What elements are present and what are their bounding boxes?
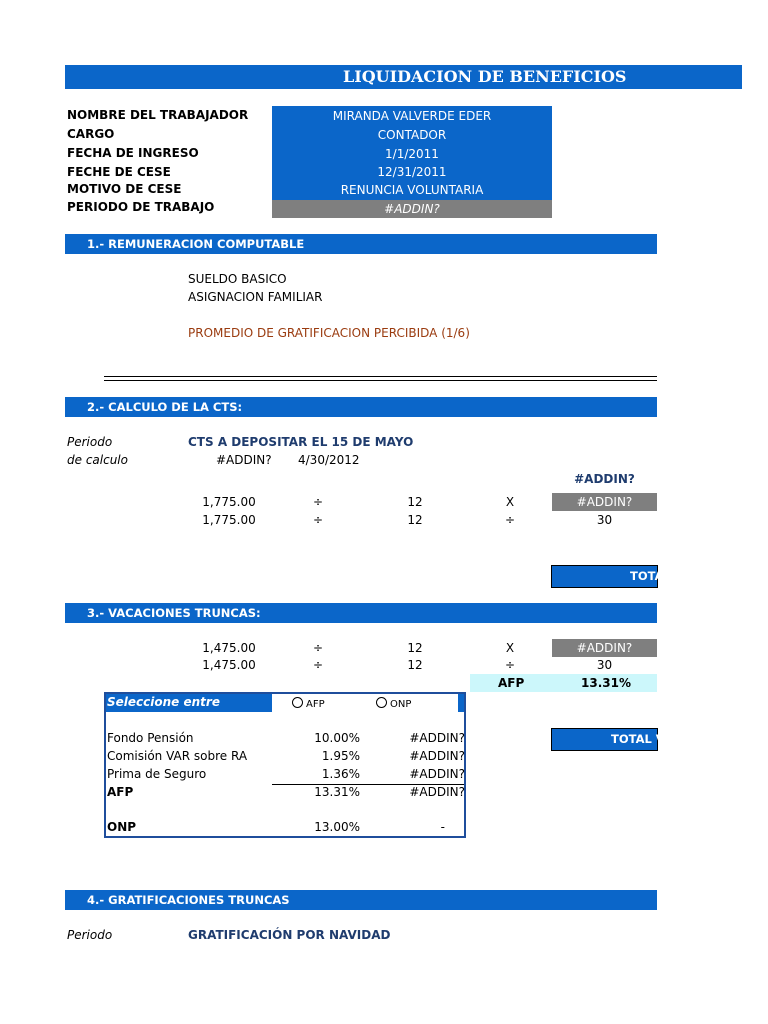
sueldo-basico-label: SUELDO BASICO	[188, 272, 287, 286]
cts-row1-div: 12	[407, 495, 423, 509]
cts-row2-op2: ÷	[504, 513, 516, 527]
pension-val-comision: #ADDIN?	[409, 749, 465, 763]
cts-row2-result: 30	[596, 513, 613, 527]
radio-onp-icon[interactable]	[376, 697, 387, 708]
pension-panel	[104, 692, 466, 838]
cts-row2-div: 12	[407, 513, 423, 527]
vac-row2-result: 30	[596, 658, 613, 672]
asignacion-familiar-label: ASIGNACION FAMILIAR	[188, 290, 323, 304]
label-fecha-cese: FECHE DE CESE	[67, 165, 171, 179]
cts-row1-op2: X	[505, 495, 515, 509]
vac-row1-op1: ÷	[312, 641, 324, 655]
promedio-gratificacion-label: PROMEDIO DE GRATIFICACION PERCIBIDA (1/6)	[188, 326, 470, 340]
label-motivo-cese: MOTIVO DE CESE	[67, 182, 182, 196]
cts-subtitle: CTS A DEPOSITAR EL 15 DE MAYO	[188, 435, 414, 449]
afp-highlight-value: 13.31%	[581, 676, 631, 690]
pension-val-prima: #ADDIN?	[409, 767, 465, 781]
section2-header: 2.- CALCULO DE LA CTS:	[65, 397, 657, 417]
cts-top-right-value: #ADDIN?	[574, 472, 635, 486]
cts-row2-amount: 1,775.00	[202, 513, 256, 527]
vac-row1-amount: 1,475.00	[202, 641, 256, 655]
cts-start-date: #ADDIN?	[216, 453, 272, 467]
vac-row2-amount: 1,475.00	[202, 658, 256, 672]
cts-row1-amount: 1,775.00	[202, 495, 256, 509]
grat-subtitle: GRATIFICACIÓN POR NAVIDAD	[188, 928, 391, 942]
value-nombre[interactable]: MIRANDA VALVERDE EDER	[332, 109, 492, 123]
value-fecha-ingreso[interactable]: 1/1/2011	[385, 147, 439, 161]
afp-highlight-label: AFP	[498, 676, 525, 690]
label-periodo-trabajo: PERIODO DE TRABAJO	[67, 200, 215, 214]
pension-name-prima: Prima de Seguro	[107, 767, 207, 781]
radio-afp-box[interactable]	[272, 694, 346, 712]
value-cargo[interactable]: CONTADOR	[377, 128, 447, 142]
pension-pct-onp: 13.00%	[314, 820, 360, 834]
section3-header: 3.- VACACIONES TRUNCAS:	[65, 603, 657, 623]
selector-label: Seleccione entre	[107, 695, 220, 709]
pension-name-onp: ONP	[107, 820, 137, 834]
cts-periodo-label: Periodo	[67, 435, 113, 449]
cts-end-date: 4/30/2012	[298, 453, 360, 467]
vac-row1-result[interactable]: #ADDIN?	[552, 639, 657, 657]
vac-row1-div: 12	[407, 641, 423, 655]
double-rule	[104, 376, 657, 381]
pension-name-comision: Comisión VAR sobre RA	[107, 749, 248, 763]
pension-pct-afp: 13.31%	[314, 785, 360, 799]
radio-afp-label: AFP	[306, 699, 325, 710]
cts-row1-op1: ÷	[312, 495, 324, 509]
section4-header: 4.- GRATIFICACIONES TRUNCAS	[65, 890, 657, 910]
value-fecha-cese[interactable]: 12/31/2011	[377, 165, 447, 179]
pension-val-onp: -	[440, 820, 445, 834]
pension-pct-prima: 1.36%	[321, 767, 360, 781]
pension-name-fondo: Fondo Pensión	[107, 731, 194, 745]
pension-val-fondo: #ADDIN?	[409, 731, 465, 745]
radio-onp-box[interactable]	[346, 694, 458, 712]
label-cargo: CARGO	[67, 127, 115, 141]
cts-de-calculo-label: de calculo	[67, 453, 128, 467]
radio-onp-label: ONP	[390, 699, 412, 710]
section1-header: 1.- REMUNERACION COMPUTABLE	[65, 234, 657, 254]
pension-val-afp: #ADDIN?	[409, 785, 465, 799]
vac-total-label: TOTAL V	[611, 732, 665, 746]
grat-periodo-label: Periodo	[67, 928, 113, 942]
vac-row1-op2: X	[505, 641, 515, 655]
label-fecha-ingreso: FECHA DE INGRESO	[67, 146, 199, 160]
vac-row2-div: 12	[407, 658, 423, 672]
label-nombre: NOMBRE DEL TRABAJADOR	[67, 108, 249, 122]
vac-row2-op1: ÷	[312, 658, 324, 672]
cts-row2-op1: ÷	[312, 513, 324, 527]
value-periodo-trabajo[interactable]: #ADDIN?	[272, 200, 552, 218]
cts-row1-result[interactable]: #ADDIN?	[552, 493, 657, 511]
cts-total-label: TOTA	[630, 569, 664, 583]
page-title: LIQUIDACION DE BENEFICIOS	[343, 67, 627, 86]
radio-afp-icon[interactable]	[292, 697, 303, 708]
pension-pct-fondo: 10.00%	[314, 731, 360, 745]
vac-row2-op2: ÷	[504, 658, 516, 672]
value-motivo-cese[interactable]: RENUNCIA VOLUNTARIA	[340, 183, 484, 197]
pension-pct-comision: 1.95%	[321, 749, 360, 763]
pension-name-afp: AFP	[107, 785, 134, 799]
